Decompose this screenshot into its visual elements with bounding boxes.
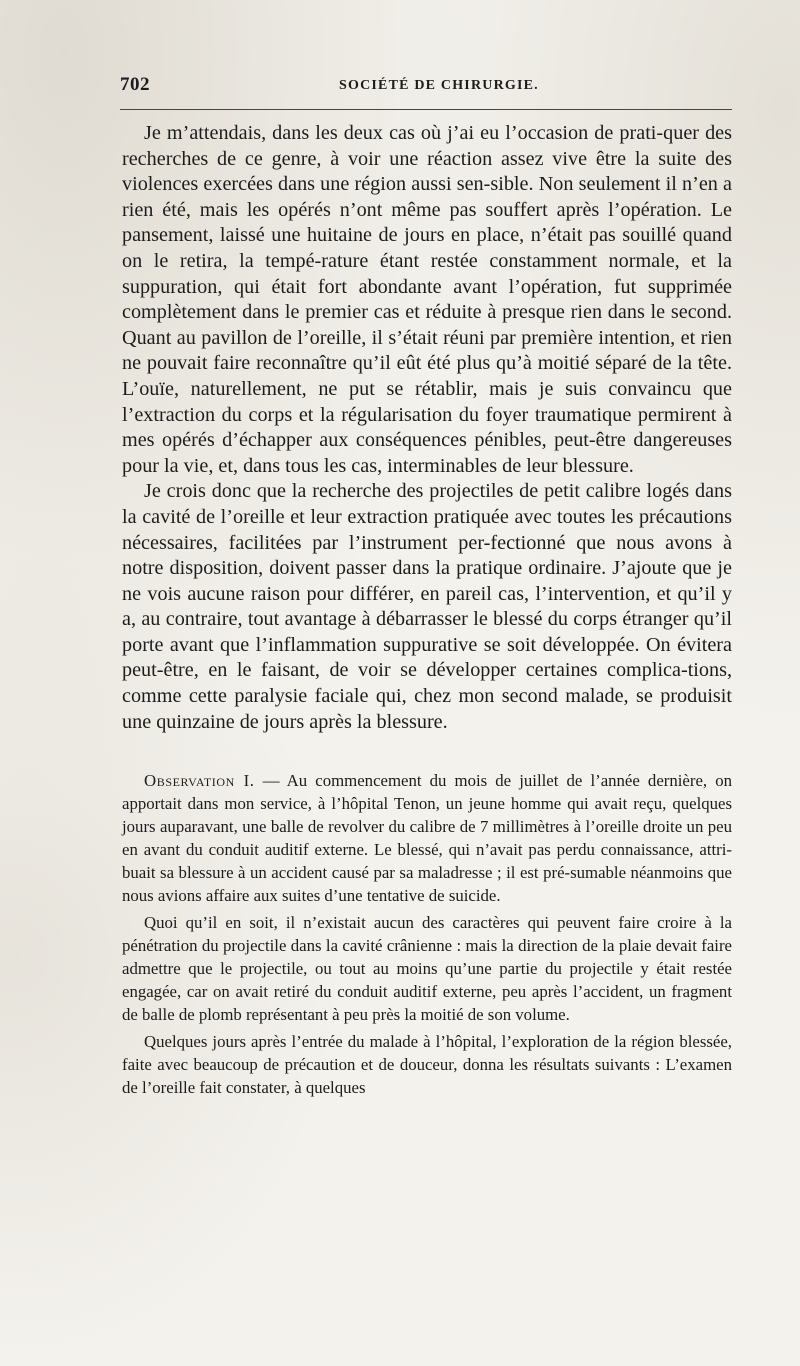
observation-label: Observation I. <box>144 771 255 791</box>
body-paragraph: Je crois donc que la recherche des projectiles de petit calibre logés dans la cavité de l’oreille et leur extraction pratiquée avec toutes les précautions nécessaires, facilitées par l’instrument per-fectionné que nous avons à notre disposition, doivent passer dans la pratique ordinaire. J’ajoute que je ne vois aucune raison pour différer, en pareil cas, l’intervention, et qu’il y a, au contraire, tout avantage à débarrasser le blessé du corps étranger qu’il porte avant que l’inflammation suppurative se soit développée. On évitera peut-être, en le faisant, de voir se développer certaines complica-tions, comme cette paralysie faciale qui, chez mon second malade, se produisit une quinzaine de jours après la blessure. <box>122 480 732 733</box>
observation-paragraph: Quelques jours après l’entrée du malade à l’hôpital, l’exploration de la région blessée, faite avec beaucoup de précaution et de douceur, donna les résultats suivants : L’examen de l’oreille fait constater, à quelques <box>122 1032 732 1098</box>
body-paragraph: Je m’attendais, dans les deux cas où j’ai eu l’occasion de prati-quer des recherches de ce genre, à voir une réaction assez vive être la suite des violences exercées dans une région aussi sen-sible. Non seulement il n’en a rien été, mais les opérés n’ont même pas souffert après l’opération. Le pansement, laissé une huitaine de jours en place, n’était pas souillé quand on le retira, la tempé-rature étant restée constamment normale, et la suppuration, qui était fort abondante avant l’opération, fut supprimée complètement dans le premier cas et réduite à presque rien dans le second. Quant au pavillon de l’oreille, il s’était réuni par première intention, et rien ne pouvait faire reconnaître qu’il eût été plus qu’à moitié séparé de la tête. L’ouïe, naturellement, ne put se rétablir, mais je suis convaincu que l’extraction du corps et la régularisation du foyer traumatique permirent à mes opérés d’échapper aux conséquences pénibles, peut-être dangereuses pour la vie, et, dans tous les cas, interminables de leur blessure. <box>122 122 732 477</box>
running-title: SOCIÉTÉ DE CHIRURGIE. <box>339 78 539 93</box>
observation-paragraph: Quoi qu’il en soit, il n’existait aucun des caractères qui peuvent faire croire à la pénétration du projectile dans la cavité crânienne : mais la direction de la plaie devait faire admettre que le projectile, ou tout au moins qu’une partie du projectile y était restée engagée, car on avait retiré du conduit auditif externe, peu après l’accident, un fragment de balle de plomb représentant à peu près la moitié de son volume. <box>122 913 732 1025</box>
observation-section <box>122 769 732 1099</box>
page-header <box>120 74 730 104</box>
header-divider <box>120 109 732 110</box>
observation-intro-text: — Au commencement du mois de juillet de l’année dernière, on apportait dans mon service, à l’hôpital Tenon, un jeune homme qui avait reçu, quelques jours auparavant, une balle de revolver du calibre de 7 millimètres à l’oreille droite un peu en avant du conduit auditif externe. Le blessé, qui n’avait pas perdu connaissance, attri-buait sa blessure à un accident causé par sa maladresse ; il est pré-sumable néanmoins que nous avions affaire aux suites d’une tentative de suicide. <box>122 771 732 906</box>
page-body <box>122 121 732 1099</box>
observation-paragraph <box>122 769 732 907</box>
page-number: 702 <box>120 74 150 95</box>
